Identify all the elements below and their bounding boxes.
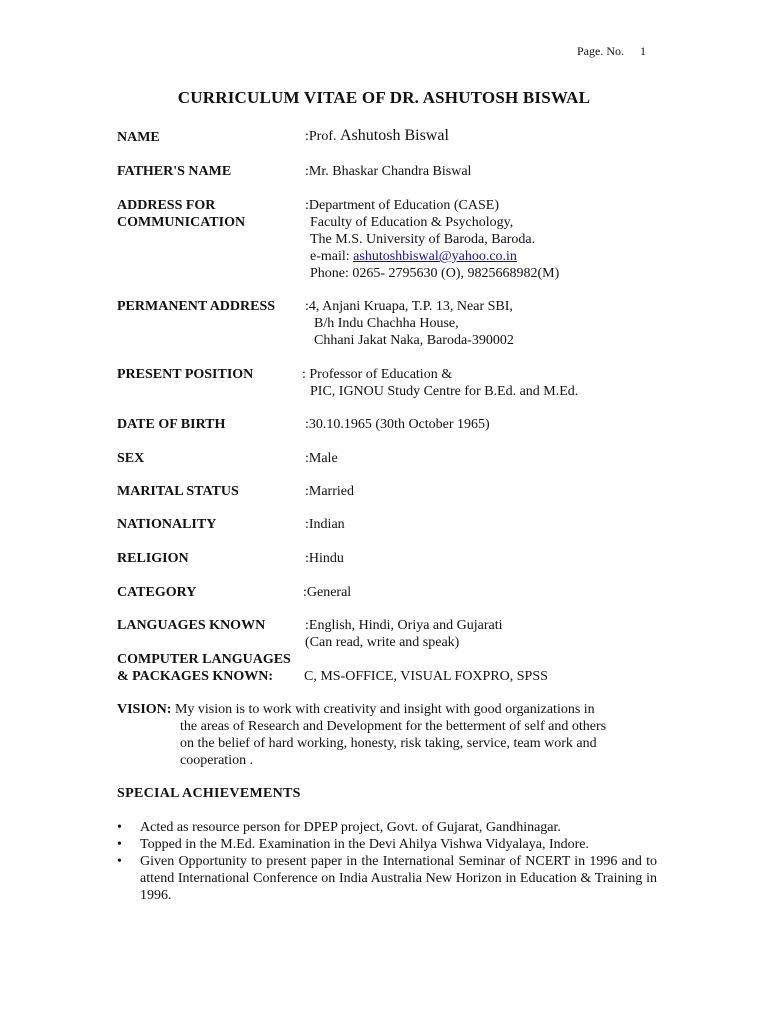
present-position-line1: : Professor of Education & xyxy=(302,367,453,382)
name-label: NAME xyxy=(117,130,160,145)
name-text: Ashutosh Biswal xyxy=(340,127,449,144)
list-item xyxy=(117,853,657,904)
present-position-line2: PIC, IGNOU Study Centre for B.Ed. and M.Ed. xyxy=(310,384,579,399)
page-number-value: 1 xyxy=(640,44,646,58)
category-label: CATEGORY xyxy=(117,585,197,600)
vision-line4: cooperation . xyxy=(180,753,254,768)
name-prefix: :Prof. xyxy=(305,129,337,144)
page-number-label: Page. No. xyxy=(577,44,624,58)
address-line3: The M.S. University of Baroda, Baroda. xyxy=(310,232,536,247)
computer-value: C, MS-OFFICE, VISUAL FOXPRO, SPSS xyxy=(304,669,548,684)
achievement-text: Topped in the M.Ed. Examination in the Devi Ahilya Vishwa Vidyalaya, Indore. xyxy=(140,837,590,852)
marital-status-label: MARITAL STATUS xyxy=(117,484,239,499)
address-line1: :Department of Education (CASE) xyxy=(305,198,500,213)
list-item xyxy=(117,836,657,853)
permanent-address-line1: :4, Anjani Kruapa, T.P. 13, Near SBI, xyxy=(305,299,513,314)
vision-line3: on the belief of hard working, honesty, risk taking, service, team work and xyxy=(180,736,597,751)
father-name-label: FATHER'S NAME xyxy=(117,164,232,179)
religion-label: RELIGION xyxy=(117,551,189,566)
permanent-address-line2: B/h Indu Chachha House, xyxy=(314,316,459,331)
list-item xyxy=(117,819,657,836)
email-link[interactable]: ashutoshbiswal@yahoo.co.in xyxy=(353,249,517,264)
languages-line1: :English, Hindi, Oriya and Gujarati xyxy=(305,618,503,633)
sex-label: SEX xyxy=(117,451,145,466)
email-prefix: e-mail: xyxy=(310,249,350,264)
achievements-list xyxy=(117,819,657,904)
achievement-text: Acted as resource person for DPEP project, Govt. of Gujarat, Gandhinagar. xyxy=(140,820,561,835)
address-label-line2: COMMUNICATION xyxy=(117,215,246,230)
category-value: :General xyxy=(303,585,352,600)
achievements-heading: SPECIAL ACHIEVEMENTS xyxy=(117,786,301,801)
vision-label: VISION: xyxy=(117,702,172,717)
dob-label: DATE OF BIRTH xyxy=(117,417,226,432)
permanent-address-line3: Chhani Jakat Naka, Baroda-390002 xyxy=(314,333,514,348)
bullet-icon: • xyxy=(117,837,122,852)
marital-status-value: :Married xyxy=(305,484,354,499)
achievement-text: Given Opportunity to present paper in the International Seminar of NCERT in 1996 and to attend International Conference on India Australia New Horizon in Education & Training in 1996. xyxy=(140,854,657,903)
address-phone: Phone: 0265- 2795630 (O), 9825668982(M) xyxy=(310,266,560,281)
address-label-line1: ADDRESS FOR xyxy=(117,198,216,213)
permanent-address-label: PERMANENT ADDRESS xyxy=(117,299,276,314)
present-position-label: PRESENT POSITION xyxy=(117,367,254,382)
languages-label: LANGUAGES KNOWN xyxy=(117,618,266,633)
address-line2: Faculty of Education & Psychology, xyxy=(310,215,514,230)
document-title: CURRICULUM VITAE OF DR. ASHUTOSH BISWAL xyxy=(177,88,591,107)
languages-line2: (Can read, write and speak) xyxy=(305,635,460,650)
nationality-value: :Indian xyxy=(305,517,345,532)
nationality-label: NATIONALITY xyxy=(117,517,217,532)
father-name-value: :Mr. Bhaskar Chandra Biswal xyxy=(305,164,472,179)
bullet-icon: • xyxy=(117,820,122,835)
dob-value: :30.10.1965 (30th October 1965) xyxy=(305,417,490,432)
vision-line2: the areas of Research and Development for the betterment of self and others xyxy=(180,719,607,734)
religion-value: :Hindu xyxy=(305,551,344,566)
computer-label-line2: & PACKAGES KNOWN: xyxy=(117,669,274,684)
page-number xyxy=(577,44,646,59)
address-email-row xyxy=(310,248,517,265)
computer-label-line1: COMPUTER LANGUAGES xyxy=(117,652,291,667)
vision-paragraph xyxy=(117,701,652,769)
name-value xyxy=(305,127,449,145)
vision-line1: My vision is to work with creativity and insight with good organizations in xyxy=(174,702,595,717)
sex-value: :Male xyxy=(305,451,338,466)
bullet-icon: • xyxy=(117,854,122,869)
